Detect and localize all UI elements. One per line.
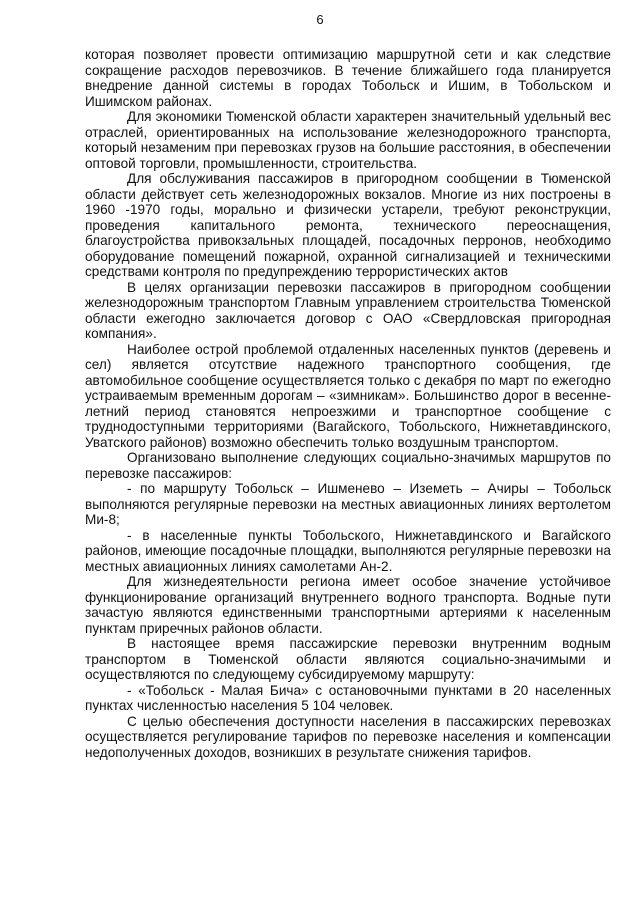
list-item: - в населенные пункты Тобольского, Нижнетавдинского и Вагайского районов, имеющие посадочные площадки, выполняются регулярные перевозки на местных авиационных линиях самолетами Ан-2.: [85, 527, 611, 574]
paragraph: В целях организации перевозки пассажиров в пригородном сообщении железнодорожным транспортом Главным управлением строительства Тюменской области ежегодно заключается договор с ОАО «Свердловская пригородная компания».: [85, 279, 611, 341]
paragraph: Для жизнедеятельности региона имеет особое значение устойчивое функционирование организаций внутреннего водного транспорта. Водные пути зачастую являются единственными транспортными артериями к населенным пунктам приречных районов области.: [85, 574, 611, 636]
paragraph: Для обслуживания пассажиров в пригородном сообщении в Тюменской области действует сеть железнодорожных вокзалов. Многие из них построены в 1960 -1970 годы, морально и физически устарели, требуют реконструкции, проведения капитального ремонта, технического переоснащения, благоустройства привокзальных площадей, посадочных перронов, необходимо оборудование помещений пожарной, охранной сигнализацией и техническими средствами контроля по предупреждению террористических актов: [85, 171, 611, 279]
list-item: - по маршруту Тобольск – Ишменево – Иземеть – Ачиры – Тобольск выполняются регулярные перевозки на местных авиационных линиях вертолетом Ми-8;: [85, 481, 611, 527]
document-body: [85, 47, 611, 760]
paragraph: С целью обеспечения доступности населения в пассажирских перевозках осуществляется регулирование тарифов по перевозке населения и компенсации недополученных доходов, возникших в результате снижения тарифов.: [85, 713, 611, 760]
paragraph: Наиболее острой проблемой отдаленных населенных пунктов (деревень и сел) является отсутствие надежного транспортного сообщения, где автомобильное сообщение осуществляется только с декабря по март по ежегодно устраиваемым временным дорогам – «зимникам». Большинство дорог в весенне-летний период становятся непроезжими и транспортное сообщение с труднодоступными территориями (Вагайского, Тобольского, Нижнетавдинского, Уватского районов) возможно обеспечить только воздушным транспортом.: [85, 341, 611, 450]
page-number: 6: [316, 12, 324, 27]
paragraph: Для экономики Тюменской области характерен значительный удельный вес отраслей, ориентированных на использование железнодорожного транспорта, который незаменим при перевозках грузов на большие расстояния, в обеспечении оптовой торговли, промышленности, строительства.: [85, 109, 611, 171]
list-item: - «Тобольск - Малая Бича» с остановочными пунктами в 20 населенных пунктах численностью населения 5 104 человек.: [85, 682, 611, 713]
paragraph: Организовано выполнение следующих социально-значимых маршрутов по перевозке пассажиров:: [85, 450, 611, 481]
paragraph: В настоящее время пассажирские перевозки внутренним водным транспортом в Тюменской области являются социально-значимыми и осуществляются по следующему субсидируемому маршруту:: [85, 636, 611, 682]
paragraph: которая позволяет провести оптимизацию маршрутной сети и как следствие сокращение расходов перевозчиков. В течение ближайшего года планируется внедрение данной системы в городах Тобольск и Ишим, в Тобольском и Ишимском районах.: [85, 47, 611, 109]
